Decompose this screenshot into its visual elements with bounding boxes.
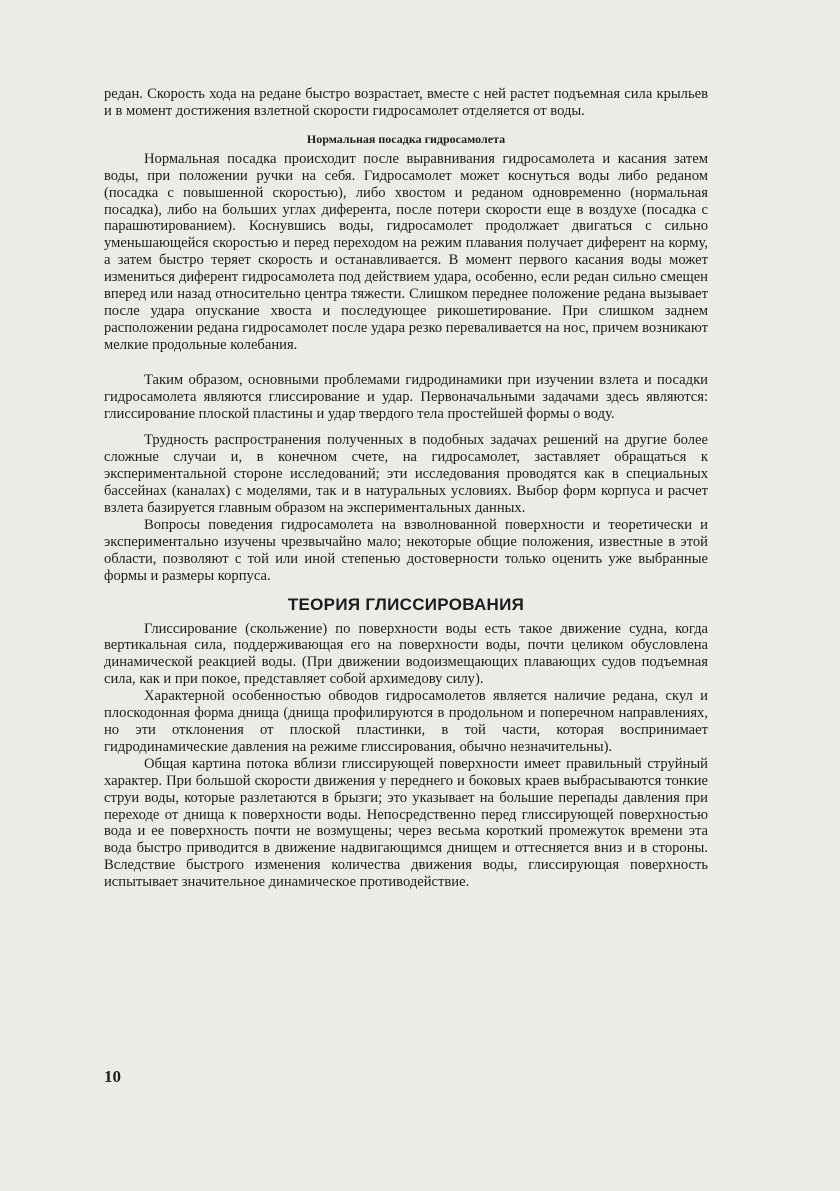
intro-paragraph: редан. Скорость хода на редане быстро возрастает, вместе с ней растет подъемная сила крыльев и в момент достижения взлетной скорости гидросамолет отделяется от воды. [104,86,708,119]
page-number: 10 [104,1067,121,1086]
landing-paragraph: Нормальная посадка происходит после выравнивания гидросамолета и касания затем воды, при положении ручки на себя. Гидросамолет может коснуться воды либо реданом (посадка с повышенной скоростью), либо хвостом и реданом одновременно (нормальная посадка), либо на больших углах диферента, после потери скорости еще в воздухе (посадка с парашютированием). Коснувшись воды, гидросамолет продолжает двигаться с сильно уменьшающейся скоростью и перед переходом на режим плавания получает диферент на корму, а затем быстро теряет скорость и останавливается. В момент первого касания воды может измениться диферент гидросамолета под действием удара, особенно, если редан сильно смещен вперед или назад относительно центра тяжести. Слишком переднее положение редана вызывает после удара опускание хвоста и последующее рикошетирование. При слишком заднем расположении редана гидросамолет после удара резко переваливается на нос, причем возникают мелкие продольные колебания. [104,150,708,353]
problems-paragraph: Таким образом, основными проблемами гидродинамики при изучении взлета и посадки гидросамолета являются глиссирование и удар. Первоначальными задачами здесь являются: глиссирование плоской пластины и удар твердого тела простейшей формы о воду. [104,371,708,422]
difficulty-paragraph: Трудность распространения полученных в подобных задачах решений на другие более сложные случаи и, в конечном счете, на гидросамолет, заставляет обращаться к экспериментальной стороне исследований; эти исследования проводятся как в специальных бассейнах (каналах) с моделями, так и в натуральных условиях. Выбор форм корпуса и расчет взлета базируется главным образом на экспериментальных данных. [104,432,708,517]
planing-definition-paragraph: Глиссирование (скольжение) по поверхности воды есть такое движение судна, когда вертикальная сила, поддерживающая его на поверхности воды, почти целиком обусловлена динамической реакцией воды. (При движении водоизмещающих плавающих судов подъемная сила, как и при покое, представляет собой архимедову силу). [104,620,708,688]
flow-paragraph: Общая картина потока вблизи глиссирующей поверхности имеет правильный струйный характер. При большой скорости движения у переднего и боковых краев выбрасываются тонкие струи воды, которые разлетаются в брызги; это указывает на большие перепады давления при переходе от днища к поверхности воды. Непосредственно перед глиссирующей поверхностью вода и ее поверхность почти не возмущены; через весьма короткий промежуток времени эта вода быстро приводится в движение надвигающимся днищем и оттесняется вниз и в стороны. Вследствие быстрого изменения количества движения воды, глиссирующая поверхность испытывает значительное динамическое противодействие. [104,755,708,891]
section-title-planing-theory: ТЕОРИЯ ГЛИССИРОВАНИЯ [287,594,525,614]
page-content [104,86,708,891]
subheading-normal-landing: Нормальная посадка гидросамолета [306,131,506,146]
hull-paragraph: Характерной особенностью обводов гидросамолетов является наличие редана, скул и плоскодонная форма днища (днища профилируются в продольном и поперечном направлениях, но эти отклонения от плоской пластинки, в той части, которая воспринимает гидродинамические давления на режиме глиссирования, обычно незначительны). [104,688,708,755]
waves-paragraph: Вопросы поведения гидросамолета на взволнованной поверхности и теоретически и экспериментально изучены чрезвычайно мало; некоторые общие положения, известные в этой области, позволяют с той или иной степенью достоверности только оценить уже выбранные формы и размеры корпуса. [104,516,708,584]
